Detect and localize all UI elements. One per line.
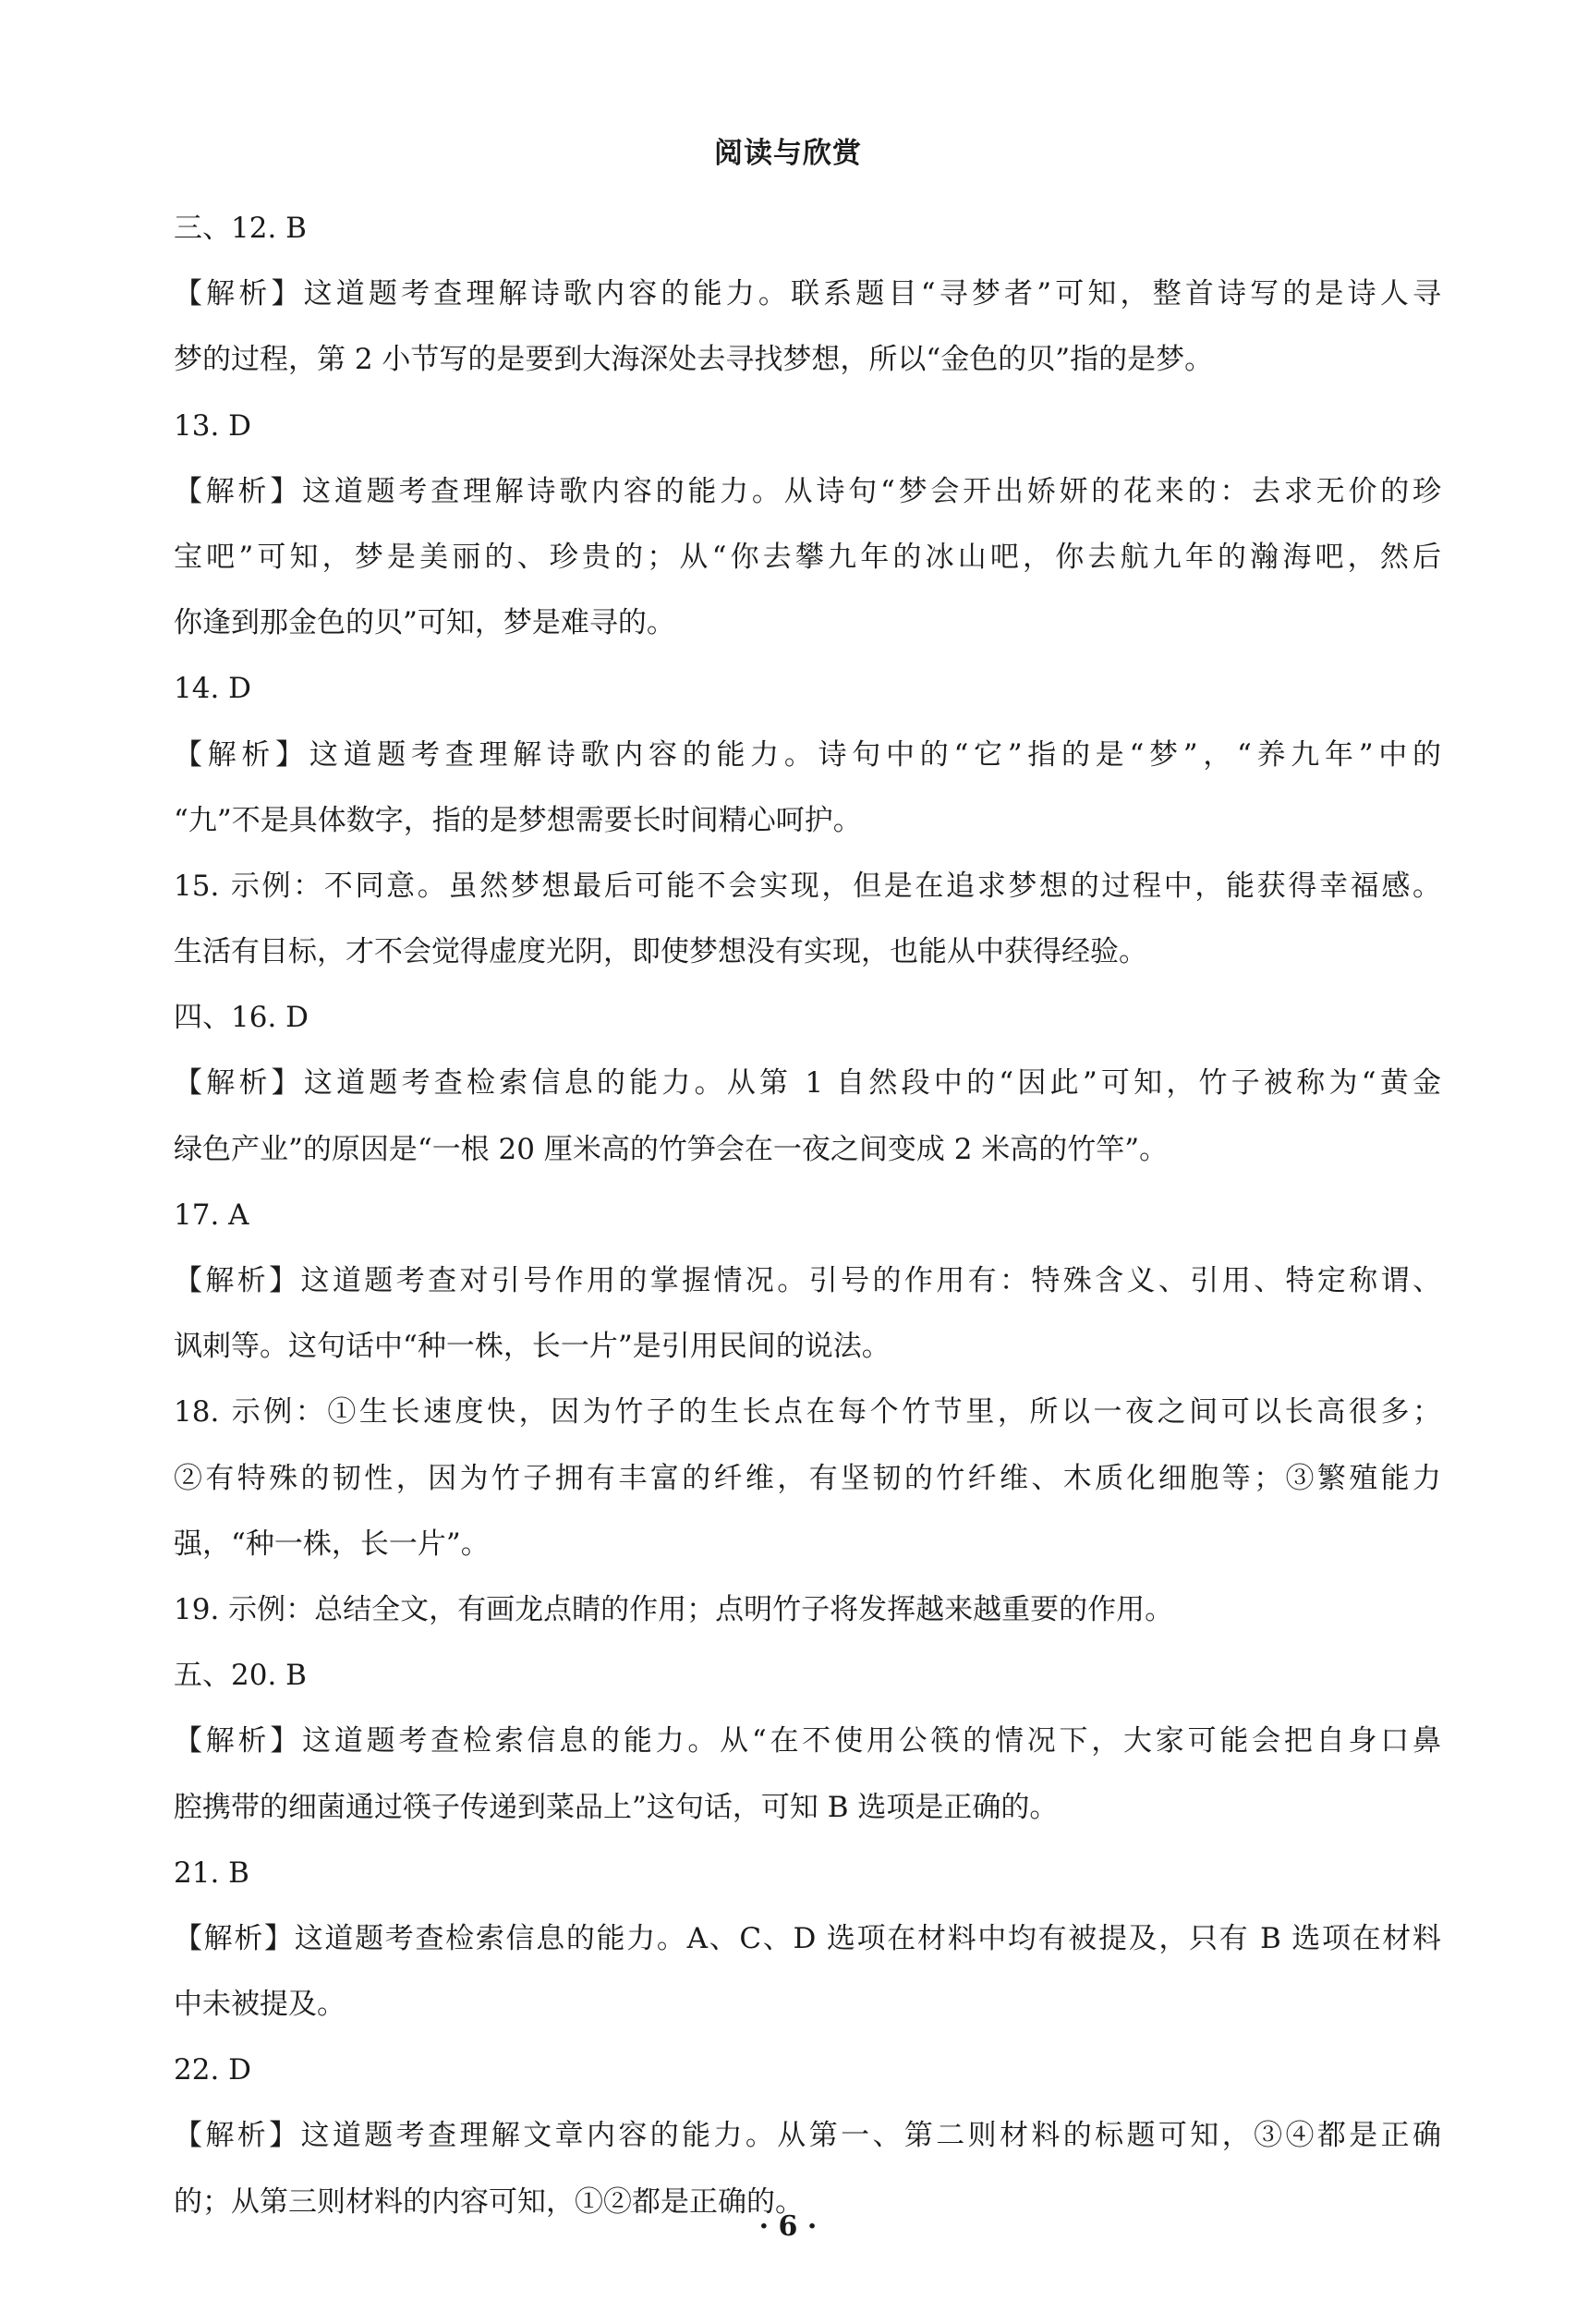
- text-line: “九”不是具体数字，指的是梦想需要长时间精心呵护。: [174, 803, 862, 837]
- text-line: 宝吧”可知，梦是美丽的、珍贵的；从“你去攀九年的冰山吧，你去航九年的瀚海吧，然后: [174, 540, 1441, 574]
- text-line: 四、16. D: [174, 1001, 309, 1035]
- text-line: 18. 示例：①生长速度快，因为竹子的生长点在每个竹节里，所以一夜之间可以长高很多；: [174, 1395, 1441, 1430]
- section-title: 阅读与欣赏: [714, 137, 862, 170]
- text-line: 【解析】这道题考查检索信息的能力。A、C、D 选项在材料中均有被提及，只有 B 选项在材料: [174, 1921, 1441, 1955]
- text-line: 你逢到那金色的贝”可知，梦是难寻的。: [174, 606, 675, 640]
- text-line: 五、20. B: [174, 1659, 307, 1693]
- text-line: 讽刺等。这句话中“种一株，长一片”是引用民间的说法。: [174, 1330, 891, 1364]
- text-line: 三、12. B: [174, 212, 307, 245]
- text-line: 的；从第三则材料的内容可知，①②都是正确的。: [174, 2184, 804, 2219]
- text-line: 17. A: [174, 1198, 249, 1232]
- text-line: 15. 示例：不同意。虽然梦想最后可能不会实现，但是在追求梦想的过程中，能获得幸福感。: [174, 869, 1441, 903]
- text-line: 强，“种一株，长一片”。: [174, 1527, 490, 1561]
- text-line: 【解析】这道题考查检索信息的能力。从第 1 自然段中的“因此”可知，竹子被称为“黄金: [174, 1066, 1441, 1101]
- text-line: 19. 示例：总结全文，有画龙点睛的作用；点明竹子将发挥越来越重要的作用。: [174, 1592, 1174, 1626]
- page-number: · 6 ·: [758, 2210, 818, 2243]
- text-line: 生活有目标，才不会觉得虚度光阴，即使梦想没有实现，也能从中获得经验。: [174, 935, 1147, 969]
- text-line: ②有特殊的韧性，因为竹子拥有丰富的纤维，有坚韧的竹纤维、木质化细胞等；③繁殖能力: [174, 1461, 1441, 1495]
- text-line: 14. D: [174, 672, 252, 706]
- text-line: 梦的过程，第 2 小节写的是要到大海深处去寻找梦想，所以“金色的贝”指的是梦。: [174, 343, 1214, 377]
- text-line: 【解析】这道题考查理解文章内容的能力。从第一、第二则材料的标题可知，③④都是正确: [174, 2119, 1441, 2153]
- text-line: 【解析】这道题考查理解诗歌内容的能力。诗句中的“它”指的是“梦”，“养九年”中的: [174, 737, 1441, 772]
- text-line: 【解析】这道题考查理解诗歌内容的能力。从诗句“梦会开出娇妍的花来的：去求无价的珍: [174, 474, 1441, 508]
- answer-content: [174, 196, 1441, 2235]
- text-line: 中未被提及。: [174, 1988, 346, 2022]
- text-line: 绿色产业”的原因是“一根 20 厘米高的竹笋会在一夜之间变成 2 米高的竹竿”。: [174, 1132, 1169, 1166]
- text-line: 【解析】这道题考查对引号作用的掌握情况。引号的作用有：特殊含义、引用、特定称谓、: [174, 1264, 1441, 1297]
- text-line: 13. D: [174, 408, 252, 443]
- text-line: 21. B: [174, 1856, 249, 1890]
- text-line: 【解析】这道题考查检索信息的能力。从“在不使用公筷的情况下，大家可能会把自身口鼻: [174, 1724, 1441, 1758]
- text-line: 22. D: [174, 2053, 252, 2087]
- text-line: 【解析】这道题考查理解诗歌内容的能力。联系题目“寻梦者”可知，整首诗写的是诗人寻: [174, 277, 1441, 311]
- text-line: 腔携带的细菌通过筷子传递到菜品上”这句话，可知 B 选项是正确的。: [174, 1790, 1059, 1824]
